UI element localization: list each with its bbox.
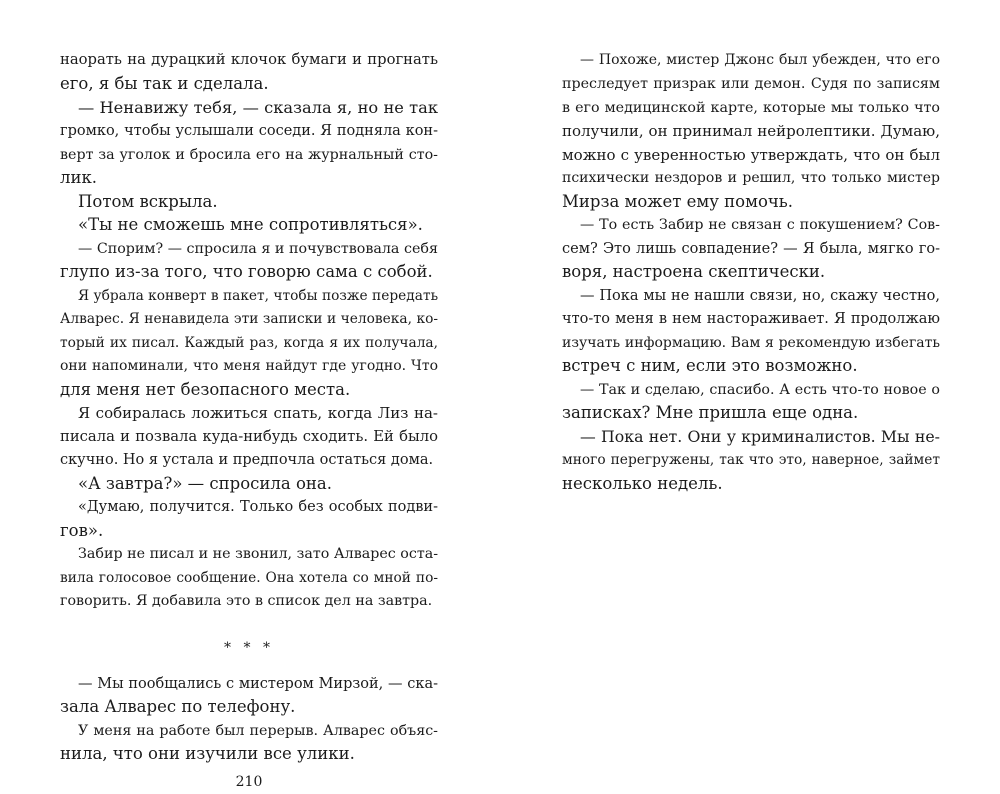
- text-line: психически нездоров и решил, что только мистер: [562, 170, 940, 186]
- text-line: говорить. Я добавила это в список дел на завтра.: [60, 593, 433, 609]
- text-line: записках? Мне пришла еще одна.: [562, 403, 859, 422]
- text-line: — Ненавижу тебя, — сказала я, но не так: [78, 98, 438, 117]
- text-line: — Так и сделаю, спасибо. А есть что-то новое о: [580, 382, 940, 398]
- text-line: преследует призрак или демон. Судя по записям: [562, 76, 940, 92]
- text-line: У меня на работе был перерыв. Алварес объяс-: [78, 723, 438, 739]
- text-line: сем? Это лишь совпадение? — Я была, мягко го-: [562, 241, 940, 257]
- text-line: Потом вскрыла.: [78, 192, 218, 211]
- text-line: они напоминали, что меня найдут где угодно. Что: [60, 358, 438, 374]
- text-line: его, я бы так и сделала.: [60, 74, 269, 93]
- text-line: нила, что они изучили все улики.: [60, 744, 355, 763]
- text-line: можно с уверенностью утверждать, что он был: [562, 146, 940, 164]
- text-line: встреч с ним, если это возможно.: [562, 356, 858, 375]
- text-line: гов».: [60, 521, 104, 540]
- text-line: что-то меня в нем настораживает. Я продолжаю: [562, 311, 940, 327]
- text-line: «Думаю, получится. Только без особых подви-: [78, 499, 438, 515]
- text-line: — Спорим? — спросила я и почувствовала себя: [78, 241, 438, 257]
- text-line: получили, он принимал нейролептики. Думаю,: [562, 122, 940, 140]
- text-line: Я собиралась ложиться спать, когда Лиз на-: [78, 404, 438, 422]
- text-line: Мирза может ему помочь.: [562, 192, 794, 211]
- text-line: несколько недель.: [562, 474, 723, 493]
- text-line: зала Алварес по телефону.: [60, 697, 296, 716]
- text-line: лик.: [60, 168, 98, 187]
- text-line: в его медицинской карте, которые мы только что: [562, 100, 940, 116]
- text-line: писала и позвала куда-нибудь сходить. Ей было: [60, 428, 438, 445]
- text-line: торый их писал. Каждый раз, когда я их получала,: [60, 335, 438, 351]
- text-line: Забир не писал и не звонил, зато Алварес оста-: [78, 546, 439, 562]
- text-line: глупо из-за того, что говорю сама с собой.: [60, 262, 433, 281]
- page-number: 210: [235, 774, 263, 790]
- text-line: верт за уголок и бросила его на журнальный сто-: [60, 147, 438, 163]
- text-line: — Пока нет. Они у криминалистов. Мы не-: [580, 427, 940, 446]
- text-line: наорать на дурацкий клочок бумаги и прогнать: [60, 51, 438, 68]
- text-line: — То есть Забир не связан с покушением? Сов-: [580, 217, 940, 233]
- text-line: — Пока мы не нашли связи, но, скажу честно,: [580, 288, 940, 304]
- text-line: вила голосовое сообщение. Она хотела со мной по-: [60, 570, 438, 586]
- text-line: много перегружены, так что это, наверное, займет: [562, 452, 940, 468]
- section-break: * * *: [224, 640, 274, 656]
- text-line: — Мы пообщались с мистером Мирзой, — ска-: [78, 676, 438, 692]
- text-line: — Похоже, мистер Джонс был убежден, что его: [580, 52, 940, 68]
- text-line: громко, чтобы услышали соседи. Я подняла кон-: [60, 123, 438, 139]
- text-line: «А завтра?» — спросила она.: [78, 474, 332, 493]
- text-line: Я убрала конверт в пакет, чтобы позже передать: [78, 288, 439, 304]
- text-line: воря, настроена скептически.: [562, 262, 826, 281]
- text-line: Алварес. Я ненавидела эти записки и человека, ко-: [60, 311, 438, 327]
- text-line: для меня нет безопасного места.: [60, 380, 351, 399]
- text-line: изучать информацию. Вам я рекомендую избегать: [562, 335, 940, 351]
- text-line: «Ты не сможешь мне сопротивляться».: [78, 215, 423, 234]
- text-line: скучно. Но я устала и предпочла остаться дома.: [60, 452, 434, 468]
